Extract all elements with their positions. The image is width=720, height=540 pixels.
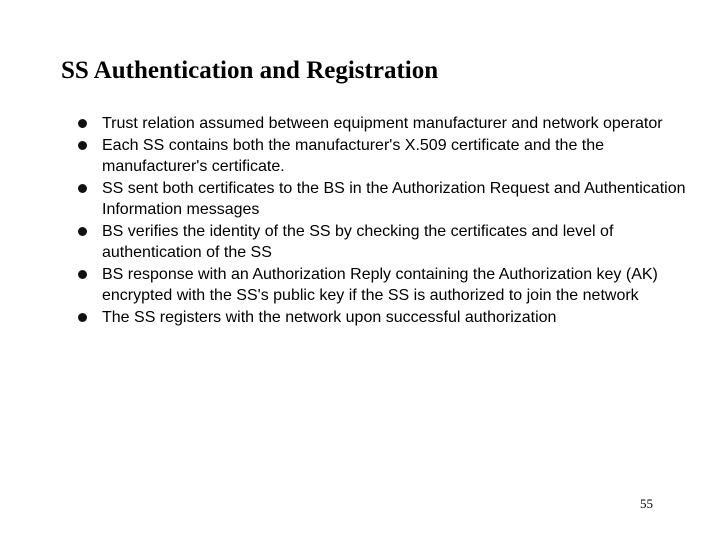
bullet-dot-icon: [78, 313, 87, 322]
bullet-dot-icon: [78, 227, 87, 236]
bullet-item-ss-registers: [78, 307, 698, 329]
bullet-text: Trust relation assumed between equipment manufacturer and network operator: [102, 115, 663, 132]
bullet-dot-icon: [78, 119, 87, 128]
bullet-text: BS response with an Authorization Reply containing the Authorization key (AK) encrypted with the SS's public key if the SS is authorized to join the network: [102, 265, 658, 304]
bullet-item-bs-verifies: [78, 221, 698, 264]
page-number: 55: [640, 496, 653, 511]
bullet-list: [78, 113, 698, 328]
bullet-text: SS sent both certificates to the BS in the Authorization Request and Authentication Information messages: [102, 179, 686, 218]
bullet-text: BS verifies the identity of the SS by checking the certificates and level of authentication of the SS: [102, 222, 614, 261]
bullet-item-ss-sends-certificates: [78, 178, 698, 221]
bullet-dot-icon: [78, 184, 87, 193]
bullet-text: Each SS contains both the manufacturer's X.509 certificate and the the manufacturer's certificate.: [102, 136, 605, 175]
bullet-item-trust-relation: [78, 113, 698, 135]
bullet-item-bs-response: [78, 264, 698, 307]
bullet-text: The SS registers with the network upon successful authorization: [102, 308, 557, 326]
slide-title: SS Authentication and Registration: [61, 57, 439, 84]
bullet-item-ss-certificates: [78, 135, 698, 178]
bullet-dot-icon: [78, 141, 87, 150]
bullet-dot-icon: [78, 270, 87, 279]
